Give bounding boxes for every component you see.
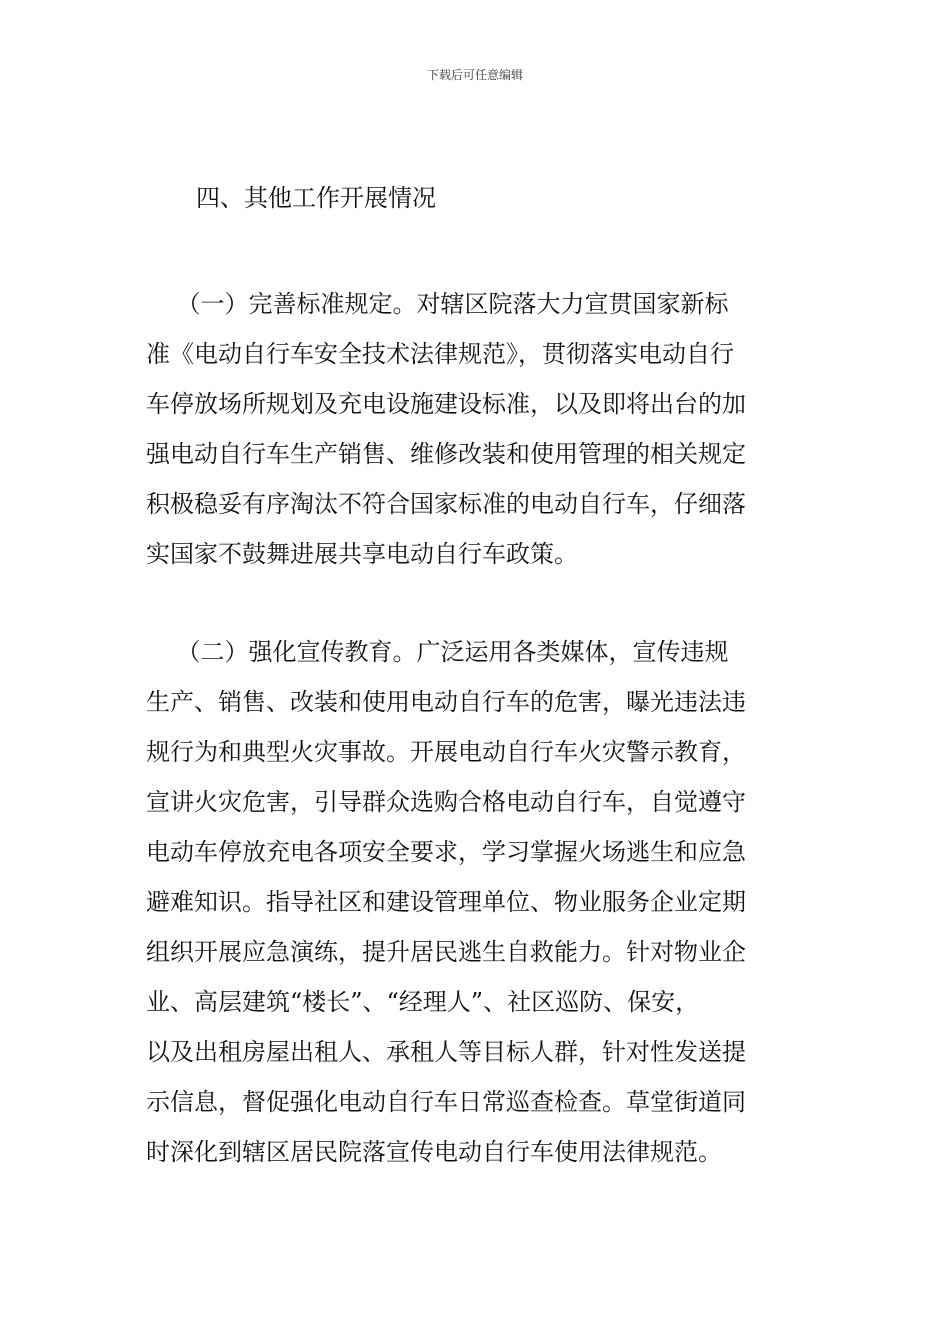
paragraph-line: 准《电动自行车安全技术法律规范》，贯彻落实电动自行 — [146, 340, 734, 368]
paragraph-education — [146, 627, 810, 1177]
paragraph-line: 实国家不鼓舞进展共享电动自行车政策。 — [146, 540, 578, 568]
paragraph-line: （二）强化宣传教育。广泛运用各类媒体，宣传违规 — [146, 638, 729, 666]
paragraph-line: 以及出租房屋出租人、承租人等目标人群，针对性发送提 — [146, 1038, 746, 1066]
paragraph-line: 组织开展应急演练，提升居民逃生自救能力。针对物业企 — [146, 938, 746, 966]
paragraph-line: 车停放场所规划及充电设施建设标准，以及即将出台的加 — [146, 390, 746, 418]
paragraph-line: 积极稳妥有序淘汰不符合国家标准的电动自行车，仔细落 — [146, 490, 746, 518]
paragraph-line: 强电动自行车生产销售、维修改装和使用管理的相关规定 — [146, 440, 746, 468]
paragraph-line: （一）完善标准规定。对辖区院落大力宣贯国家新标 — [146, 290, 729, 318]
paragraph-line: 示信息，督促强化电动自行车日常巡查检查。草堂街道同 — [146, 1088, 746, 1116]
paragraph-line: 电动车停放充电各项安全要求，学习掌握火场逃生和应急 — [146, 838, 746, 866]
paragraph-line: 避难知识。指导社区和建设管理单位、物业服务企业定期 — [146, 888, 746, 916]
page-header: 下载后可任意编辑 — [426, 68, 523, 82]
section-heading: 四、其他工作开展情况 — [196, 184, 436, 212]
paragraph-line: 生产、销售、改装和使用电动自行车的危害，曝光违法违 — [146, 688, 746, 716]
paragraph-line: 时深化到辖区居民院落宣传电动自行车使用法律规范。 — [146, 1138, 722, 1166]
paragraph-line: 业、高层建筑“楼长”、“经理人”、社区巡防、保安， — [146, 988, 700, 1016]
paragraph-line: 规行为和典型火灾事故。开展电动自行车火灾警示教育， — [146, 738, 746, 766]
paragraph-line: 宣讲火灾危害，引导群众选购合格电动自行车，自觉遵守 — [146, 788, 746, 816]
paragraph-standards — [146, 279, 810, 579]
